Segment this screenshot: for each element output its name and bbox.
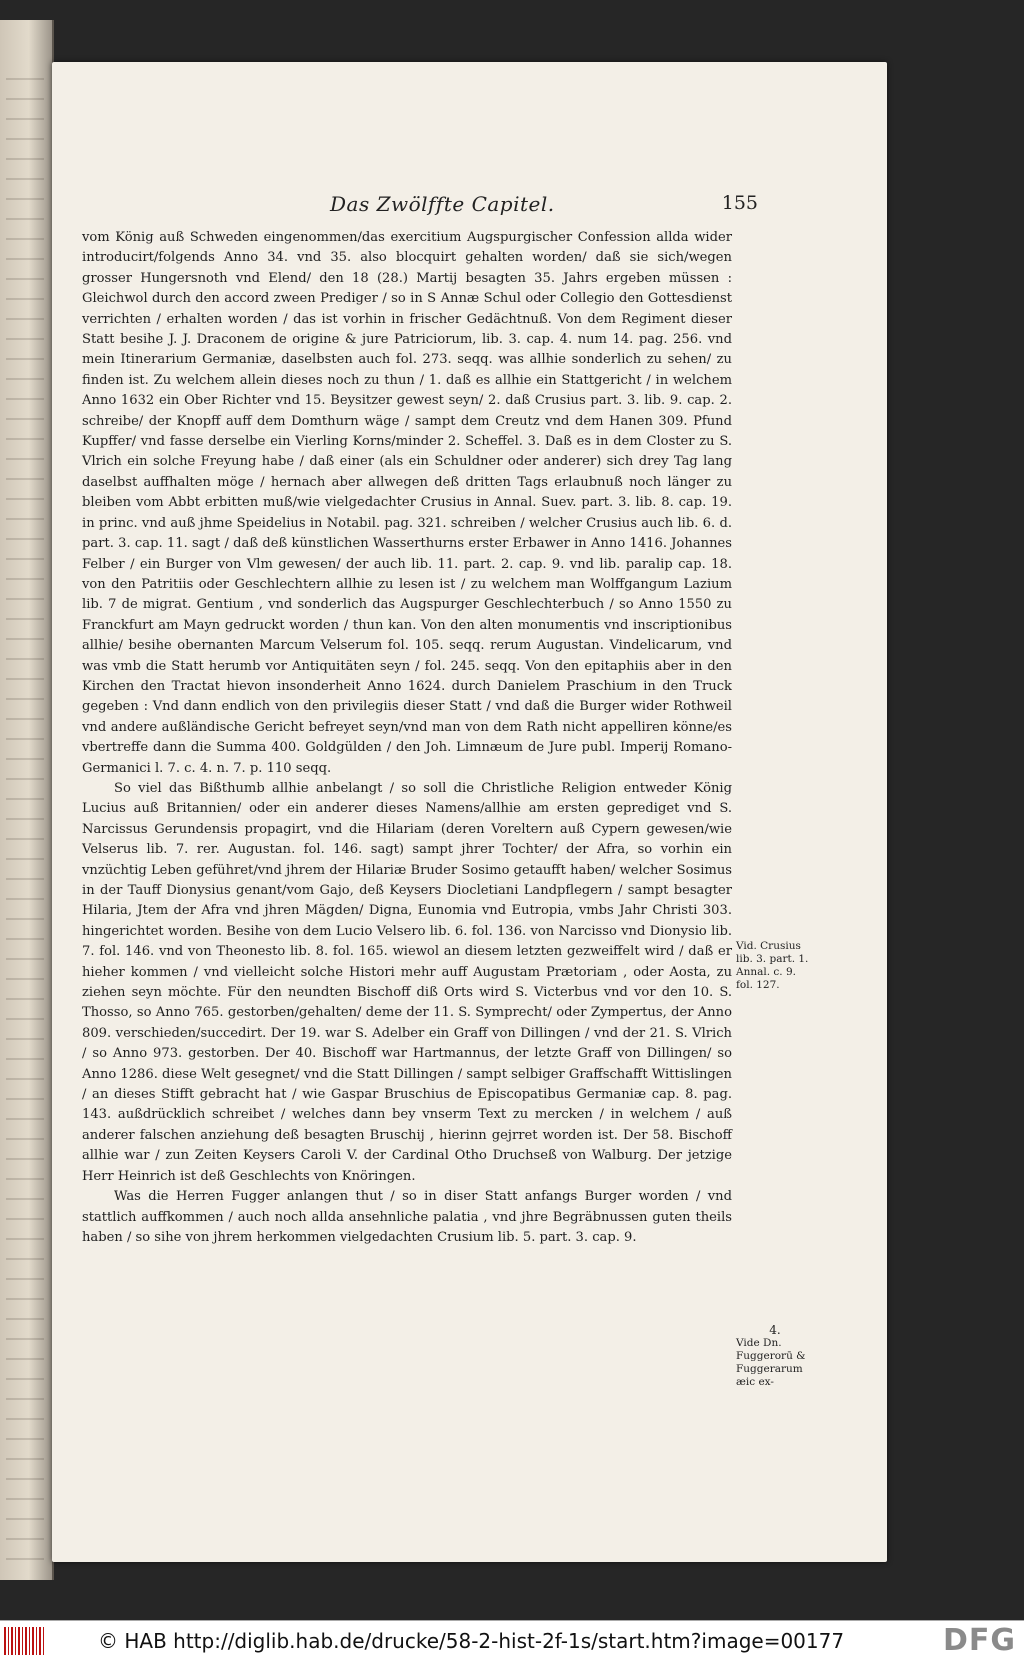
paragraph-3: Was die Herren Fugger anlangen thut / so in diser Statt anfangs Burger worden / vnd stattlich auffkommen / auch noch allda ansehnliche palatia , vnd jhre Begräbnussen guten theils haben / so sihe von jhrem herkommen vielgedachten Crusium lib. 5. part. 3. cap. 9. [82,1189,732,1245]
page-number: 155 [721,192,758,214]
marginal-note-2 [736,1324,814,1389]
page-body [82,228,732,1248]
page-header [270,192,758,218]
dfg-logo: DFG [942,1623,1016,1658]
marginal-note-number: 4. [769,1323,781,1337]
book-page [52,62,887,1562]
chapter-title: Das Zwölffte Capitel. [330,192,555,216]
spine-texture [6,60,44,1560]
source-url[interactable]: © HAB http://diglib.hab.de/drucke/58-2-hist-2f-1s/start.htm?image=00177 [98,1629,845,1653]
paragraph-1: vom König auß Schweden eingenommen/das exercitium Augspurgischer Confession allda wider introducirt/folgends Anno 34. vnd 35. also blocquirt gehalten worden/ daß sie sich/wegen grosser Hungersnoth vnd Elend/ den 18 (28.) Martij besagten 35. Jahrs ergeben müssen : Gleichwol durch den accord zween Prediger / so in S Annæ Schul oder Collegio den Gottesdienst verrichten / erhalten worden / das ist vorhin in frischer Gedächtnuß. Von dem Regiment dieser Statt besihe J. J. Draconem de origine & jure Patriciorum, lib. 3. cap. 4. num 14. pag. 256. vnd mein Itinerarium Germaniæ, daselbsten auch fol. 273. seqq. was allhie sonderlich zu sehen/ zu finden ist. Zu welchem allein dieses noch zu thun / 1. daß es allhie ein Stattgericht / in welchem Anno 1632 ein Ober Richter vnd 15. Beysitzer gewest seyn/ 2. daß Crusius part. 3. lib. 9. cap. 2. schreibe/ der Knopff auff dem Domthurn wäge / sampt dem Creutz vnd dem Hanen 309. Pfund Kupffer/ vnd fasse derselbe ein Vierling Korns/minder 2. Scheffel. 3. Daß es in dem Closter zu S. Vlrich ein solche Freyung habe / daß einer (als ein Schuldner oder anderer) sich drey Tag lang daselbst auffhalten möge / hernach aber allwegen deß dritten Tags erlaubnuß noch länger zu bleiben vom Abbt erbitten muß/wie vielgedachter Crusius in Annal. Suev. part. 3. lib. 8. cap. 19. in princ. vnd auß jhme Speidelius in Notabil. pag. 321. schreiben / welcher Crusius auch lib. 6. d. part. 3. cap. 11. sagt / daß deß künstlichen Wasserthurns erster Erbawer in Anno 1416. Johannes Felber / ein Burger von Vlm gewesen/ der auch lib. 11. part. 2. cap. 9. vnd lib. paralip cap. 18. von den Patritiis oder Geschlechtern allhie zu lesen ist / zu welchem man Wolffgangum Lazium lib. 7 de migrat. Gentium , vnd sonderlich das Augspurger Geschlechterbuch / so Anno 1550 zu Franckfurt am Mayn gedruckt worden / thun kan. Von den alten monumentis vnd inscriptionibus allhie/ besihe obernanten Marcum Velserum fol. 105. seqq. rerum Augustan. Vindelicarum, vnd was vmb die Statt herumb vor Antiquitäten seyn / fol. 245. seqq. Von den epitaphiis aber in den Kirchen den Tractat hievon insonderheit Anno 1624. durch Danielem Praschium in den Truck gegeben : Vnd dann endlich von den privilegiis dieser Statt / vnd daß die Burger wider Rothweil vnd andere außländische Gericht befreyet seyn/vnd man von dem Rath nicht appelliren könne/es vbertreffe dann die Summa 400. Goldgülden / den Joh. Limnæum de Jure publ. Imperij Romano-Germanici l. 7. c. 4. n. 7. p. 110 seqq. [82,230,732,776]
book-spine-left-page-edge [0,20,54,1580]
viewer-footer [0,1620,1024,1661]
marginal-note-1 [736,940,814,992]
barcode-icon [4,1627,46,1655]
marginal-note-text: Vide Dn. Fuggerorū & Fuggerarum æic ex- [736,1337,806,1388]
marginal-note-text: Vid. Crusius lib. 3. part. 1. Annal. c. 9. fol. 127. [736,940,809,991]
paragraph-2: So viel das Bißthumb allhie anbelangt / so soll die Christliche Religion entweder König Lucius auß Britannien/ oder ein anderer dieses Namens/allhie am ersten geprediget vnd S. Narcissus Gerundensis propagirt, vnd die Hilariam (deren Voreltern auß Cypern gewesen/wie Velserus lib. 7. rer. Augustan. fol. 146. sagt) sampt jhrer Tochter/ der Afra, so vorhin ein vnzüchtig Leben geführet/vnd jhrem der Hilariæ Bruder Sosimo getaufft haben/ welcher Sosimus in der Tauff Dionysius genant/vom Gajo, deß Keysers Diocletiani Landpflegern / sampt besagter Hilaria, Jtem der Afra vnd jhren Mägden/ Digna, Eunomia vnd Eutropia, vmbs Jahr Christi 303. hingerichtet worden. Besihe von dem Lucio Velsero lib. 6. fol. 136. von Narcisso vnd Dionysio lib. 7. fol. 146. vnd von Theonesto lib. 8. fol. 165. wiewol an diesem letzten gezweiffelt wird / daß er hieher kommen / vnd vielleicht solche Histori mehr auff Augustam Prætoriam , oder Aosta, zu ziehen seyn möchte. Für den neundten Bischoff diß Orts wird S. Victerbus vnd vor den 10. S. Thosso, so Anno 765. gestorben/gehalten/ deme der 11. S. Symprecht/ oder Zympertus, der Anno 809. verschieden/succedirt. Der 19. war S. Adelber ein Graff von Dillingen / vnd der 21. S. Vlrich / so Anno 973. gestorben. Der 40. Bischoff war Hartmannus, der letzte Graff von Dillingen/ so Anno 1286. diese Welt gesegnet/ vnd die Statt Dillingen / sampt selbiger Graffschafft Wittislingen / an dieses Stifft gebracht hat / wie Gaspar Bruschius de Episcopatibus Germaniæ cap. 8. pag. 143. außdrücklich schreibet / welches dann bey vnserm Text zu mercken / in welchem / auß anderer falschen anziehung deß besagten Bruschij , hierinn gejrret worden ist. Der 58. Bischoff allhie war / zun Zeiten Keysers Caroli V. der Cardinal Otho Druchseß von Walburg. Der jetzige Herr Heinrich ist deß Geschlechts von Knöringen. [82,780,732,1184]
